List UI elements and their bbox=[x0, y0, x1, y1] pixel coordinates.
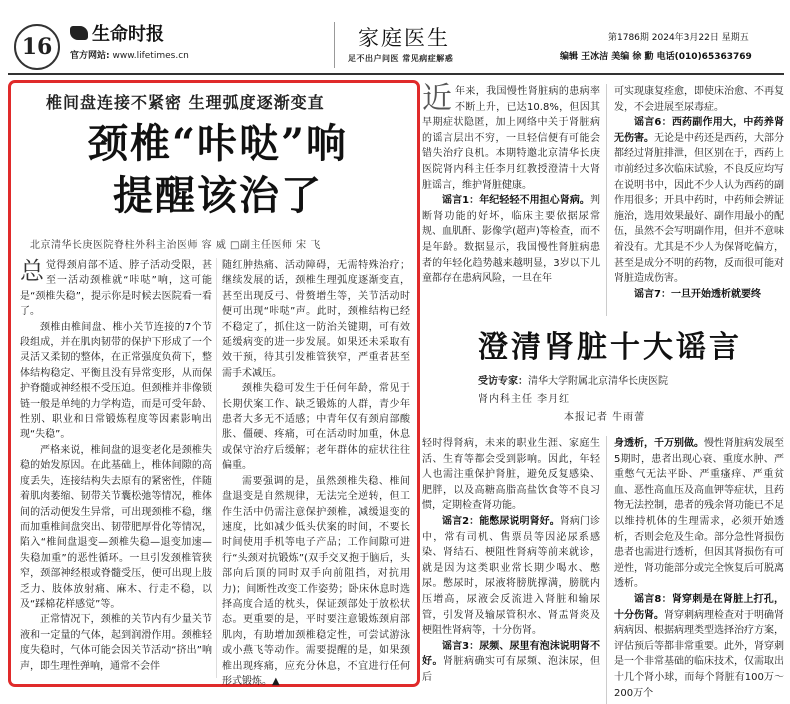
paragraph bbox=[614, 115, 784, 287]
article-headline bbox=[50, 118, 386, 222]
website-url[interactable]: www.lifetimes.cn bbox=[112, 51, 189, 61]
paragraph: 需要强调的是，虽然颈椎失稳、椎间盘退变是自然规律，无法完全逆转，但工作生活中仍需注意保护颈椎，减缓退变的速度，比如减少低头伏案的时间，不要长时间使用手机等电子产品；工作间隙可进行“头颈对抗锻炼”(双手交叉抱于脑后，头部向后顶的同时双手向前阻挡，对抗用力)；间断性改变工作姿势；卧床休息时选择高度合适的枕头，保证颈部处于放松状态。更重要的是，平时要注意锻炼颈肩部肌肉，有助增加颈椎稳定性，可尝试游泳或小燕飞等动作。需要提醒的是，如果颈椎出现疼痛，应充分休息，不宜进行任何形式锻炼。▲ bbox=[222, 475, 410, 687]
rumor-body: 肾病门诊中，常有司机、售票员等因泌尿系感染、肾结石、梗阻性肾病等前来就诊，就是因为这类职业常长期少喝水、憋尿。憋尿时，尿液将膀胱撑满，膀胱内压增高，尿液会反流进入肾脏和输尿管，引发肾及输尿管积水、肾盂肾炎及梗阻性肾病等，十分伤肾。 bbox=[422, 515, 601, 637]
paper-name: 生命时报 bbox=[92, 24, 164, 45]
column-divider bbox=[216, 258, 217, 678]
rumor-heading: 谣言7：一旦开始透析就要终 bbox=[634, 288, 761, 300]
kidney-intro-column bbox=[422, 81, 600, 316]
expert-line bbox=[478, 372, 668, 387]
article-column-1 bbox=[20, 258, 212, 680]
header-rule bbox=[8, 73, 784, 75]
paragraph bbox=[614, 592, 784, 701]
page-number: 16 bbox=[14, 24, 60, 70]
masthead bbox=[0, 0, 790, 78]
reporter-line: 本报记者 牛雨蕾 bbox=[564, 412, 646, 423]
article-subhead: 椎间盘连接不紧密 生理弧度逐渐变直 bbox=[46, 93, 325, 112]
headline-line-1: 颈椎“咔哒”响 bbox=[87, 120, 348, 167]
paragraph bbox=[422, 639, 600, 686]
paragraph bbox=[422, 81, 600, 193]
logo-icon bbox=[70, 26, 88, 40]
rumor-heading: 谣言8：肾穿刺是在肾脏上打孔，十分伤肾。 bbox=[614, 593, 784, 621]
paragraph: 颈椎失稳可发生于任何年龄，常见于长期伏案工作、缺乏锻炼的人群，青少年患者大多无不适感；中青年仅有颈肩部酸胀、僵硬、疼痛，可在活动时加重，休息或保守治疗后缓解；老年群体的症状往往偏重。 bbox=[222, 383, 410, 472]
column-divider bbox=[606, 436, 607, 704]
website-label: 官方网站: bbox=[70, 51, 110, 61]
rumor-body: 判断肾功能的好坏，临床主要依据尿常规、血肌酐、影像学(超声)等检查，而不是年龄。数据显示，我国慢性肾脏病患者的年轻化趋势越来越明显，3岁以下儿童都存在患病风险，一旦在年 bbox=[422, 195, 600, 285]
rumor-body: 肾脏病确实可有尿频、泡沫尿，但后 bbox=[422, 656, 600, 683]
section-title: 家庭医生 bbox=[358, 26, 450, 50]
rumor-body: 无论是中药还是西药，大部分都经过肾脏排泄，但区别在于，西药上市前经过多次临床试验，不良反应均写在说明书中，因此不少人认为西药的副作用很多；开具中药时，中药师会辨证施治，选用效果最好、副作用最小的配伍，虽然不会写明副作用，但并不意味着没有。尤其是不少人为保肾吃偏方，甚至是成分不明的药物，反而很可能对肾脏造成伤害。 bbox=[614, 132, 784, 285]
paragraph: 轻时得肾病，未来的职业生涯、家庭生活、生育等都会受到影响。因此，年轻人也需注重保护肾脏，避免反复感染、肥胖，以及高糖高脂高盐饮食等不良习惯，定期检查肾功能。 bbox=[422, 438, 600, 512]
expert-name-line: 肾内科主任 李月红 bbox=[478, 394, 571, 405]
article-column-2 bbox=[222, 258, 410, 687]
newspaper-logo bbox=[70, 20, 164, 46]
issue-info: 第1786期 2024年3月22日 星期五 bbox=[608, 33, 749, 43]
paragraph: 严格来说，椎间盘的退变老化是颈椎失稳的始发原因。在此基础上，椎体间隙的高度丢失，连接结构失去原有的紧密性，伴随着肌肉萎缩、韧带关节囊松弛等情况，椎体间的活动便发生异常，可出现颈椎不稳，继而加重椎间盘突出、韧带肥厚骨化等情况，陷入“椎间盘退变—颈椎失稳—退变加速—失稳加重”的恶性循环。一旦引发颈椎管狭窄，颈部神经根或脊髓受压，便可出现上肢乏力、肢体放射痛、麻木、行走不稳，以及“踩棉花样感觉”等。 bbox=[20, 444, 212, 610]
expert-affiliation: 清华大学附属北京清华长庚医院 bbox=[528, 376, 668, 387]
headline-line-2: 提醒该治了 bbox=[113, 172, 323, 219]
paragraph: 颈椎由椎间盘、椎小关节连接的7个节段组成，并在肌肉韧带的保护下形成了一个灵活又柔韧的整体，在正常强度负荷下，整体结构稳定、平衡且没有异常变形，从而保护脊髓或神经根不受压迫。但颈椎并非像锁链一般是单纯的力学构造，而是可受年龄、性别、职业和日常锻炼程度等因素影响出现“失稳”。 bbox=[20, 321, 212, 441]
paragraph bbox=[614, 436, 784, 592]
rumor-heading: 身透析，千万别做。 bbox=[614, 438, 704, 449]
paragraph bbox=[422, 514, 600, 639]
header-divider bbox=[334, 22, 335, 68]
column-divider bbox=[606, 84, 607, 316]
paragraph-text: 觉得颈肩部不适、脖子活动受限，甚至一活动颈椎就“咔哒”响，这可能是“颈椎失稳”，提示你是时候去医院看一看了。 bbox=[20, 260, 212, 318]
paragraph bbox=[614, 287, 784, 303]
editors-info: 编辑 王冰洁 美编 徐 勳 电话(010)65363769 bbox=[560, 52, 752, 62]
rumor-heading: 谣言1：年纪轻轻不用担心肾病。 bbox=[442, 195, 590, 207]
section-subtitle: 足不出户问医 常见病症解惑 bbox=[348, 54, 454, 63]
article-byline: 北京清华长庚医院脊柱外科主治医师 容 威 □副主任医师 宋 飞 bbox=[30, 240, 321, 251]
website-line bbox=[70, 48, 189, 61]
rumor-body: 肾穿刺病理检查对于明确肾病病因、根据病理类型选择治疗方案，评估预后等都非常重要。此外，肾穿刺是一个非常基础的临床技术，仅需取出十几个肾小球，而每个肾脏有100万～200万个 bbox=[614, 609, 784, 699]
kidney-rumor-column-top bbox=[614, 84, 784, 316]
paragraph: 随红肿热痛、活动障碍，无需特殊治疗；继续发展的话，颈椎生理弧度逐渐变直，甚至出现反弓、骨赘增生等，关节活动时便可出现“咔哒”声。此时，颈椎结构已经不稳定了，抓住这一防治关键期，可有效延缓病变的进一步发展。如果还未采取有效干预，待其引发椎管狭窄，严重者甚至需手术减压。 bbox=[222, 260, 410, 379]
kidney-article-title: 澄清肾脏十大谣言 bbox=[478, 330, 742, 365]
rumor-heading: 谣言3：尿频、尿里有泡沫说明肾不好。 bbox=[422, 640, 600, 668]
paragraph: 可实现康复痊愈，即使床治愈、不再复发，不会进展至尿毒症。 bbox=[614, 86, 784, 113]
rumor-heading: 谣言2：能憋尿说明肾好。 bbox=[442, 515, 560, 527]
drop-cap: 近 bbox=[422, 81, 452, 116]
rumor-body: 慢性肾脏病发展至5期时，患者出现心衰、重度水肿、严重憋气无法平卧、严重瘙痒、严重贫血、恶性高血压及高血钾等症状，且药物无法控制，患者的残余肾功能已不足以维持机体的生理需求，必须开始透析，否则会危及生命。部分急性肾损伤患者也需进行透析，但因其肾损伤有可逆性，肾功能部分或完全恢复后可脱离透析。 bbox=[614, 438, 784, 590]
rumor-heading: 谣言6：西药副作用大，中药养肾无伤害。 bbox=[614, 117, 784, 144]
kidney-rumor-column-bottom-left bbox=[422, 436, 600, 704]
paragraph bbox=[422, 193, 600, 287]
kidney-rumor-column-bottom-right bbox=[614, 436, 784, 704]
drop-cap: 总 bbox=[20, 257, 44, 285]
paragraph bbox=[20, 258, 212, 320]
paragraph: 正常情况下，颈椎的关节内有少量关节液和一定量的气体，起到润滑作用。颈椎轻度失稳时，气体可能会因关节活动“挤出”响声，即生理性弹响，通常不会伴 bbox=[20, 614, 212, 672]
expert-label: 受访专家： bbox=[478, 376, 528, 387]
paragraph-text: 年来，我国慢性肾脏病的患病率不断上升，已达10.8%，但因其早期症状隐匿，加上网络中关于肾脏病的谣言层出不穷，一旦轻信便有可能会错失治疗良机。本期特邀北京清华长庚医院肾内科主任李月红教授澄清十大肾脏谣言，维护肾脏健康。 bbox=[422, 86, 600, 191]
